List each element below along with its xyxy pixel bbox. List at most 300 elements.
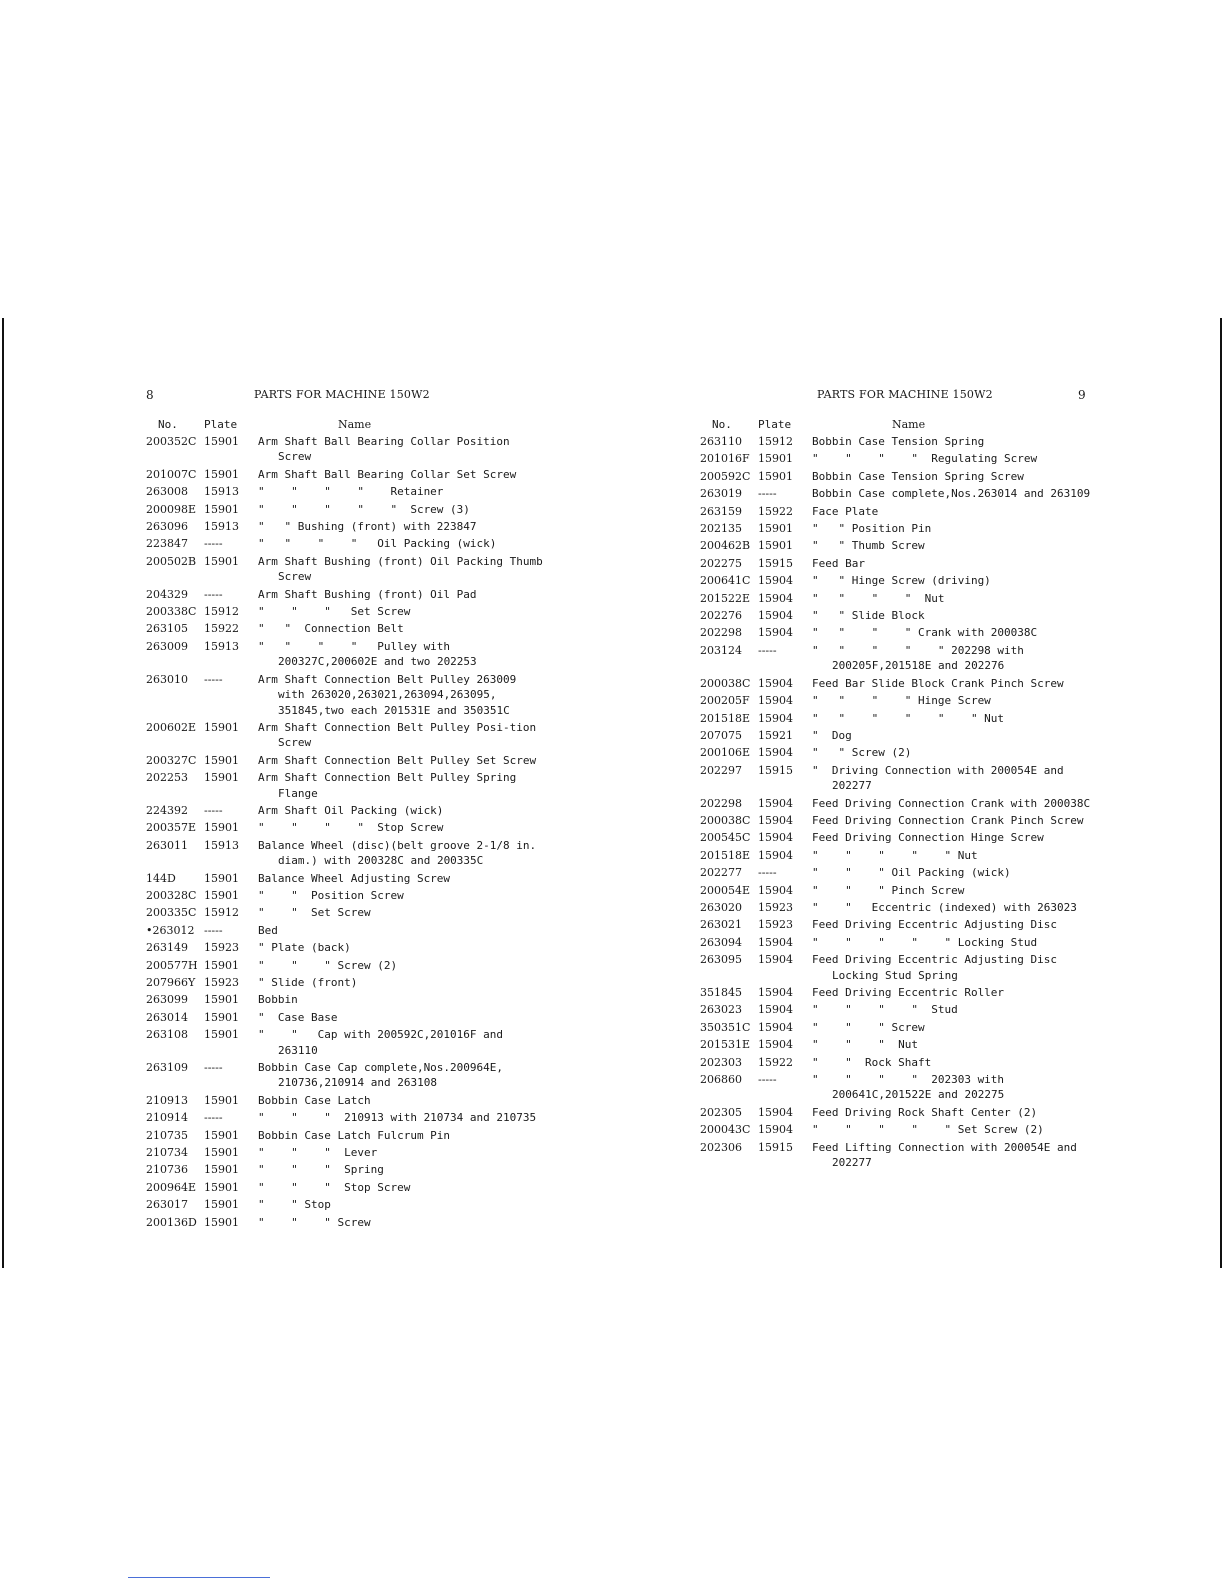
plate-number: 15901 [204,720,239,734]
part-number: 203124 [700,643,742,657]
plate-number: 15904 [758,1003,793,1017]
part-number: 210913 [146,1093,188,1107]
table-row [700,521,1100,536]
table-row [700,486,1100,501]
plate-number: 15904 [758,1123,793,1137]
table-row [146,1162,546,1177]
part-name: " Plate (back) [258,941,351,955]
right-page [700,388,1100,1170]
plate-number: 15901 [204,435,239,448]
plate-number: 15922 [758,504,793,518]
part-number: 200577H [146,958,198,972]
page-header [700,388,1100,408]
plate-number: 15901 [204,554,239,568]
table-row [700,796,1100,811]
table-row [700,556,1100,571]
scan-edge-right [1220,318,1222,1268]
part-number: 263010 [146,672,188,686]
plate-number: 15922 [758,1055,793,1069]
plate-number: 15901 [204,753,239,767]
table-row [700,883,1100,898]
part-number: 223847 [146,537,188,551]
table-row [146,554,550,585]
plate-number: 15901 [204,993,239,1007]
plate-number: 15915 [758,556,793,570]
table-row [146,484,546,499]
part-name: " Case Base [258,1010,338,1024]
bottom-rule [128,1577,270,1578]
part-name: Bobbin Case complete,Nos.263014 and 263109 [812,487,1091,501]
part-number: •263012 [146,923,195,937]
table-row [700,935,1100,950]
plate-number: ----- [758,866,777,880]
plate-number: 15921 [758,728,793,742]
plate-number: 15901 [204,1215,239,1229]
part-number: 202135 [700,522,742,536]
part-number: 263110 [700,435,742,448]
plate-number: 15904 [758,953,793,967]
part-name: " " Cap with 200592C,201016F and 263110 [258,1028,510,1057]
part-name: " " " " Crank with 200038C [812,626,1038,640]
part-name: " " " " Oil Packing (wick) [258,537,497,551]
plate-number: 15904 [758,746,793,760]
plate-number: 15904 [758,986,793,999]
table-row [700,848,1100,863]
part-name: Arm Shaft Oil Packing (wick) [258,803,444,817]
plate-number: 15901 [758,522,793,536]
table-row [700,952,1100,983]
part-name: Feed Bar Slide Block Crank Pinch Screw [812,676,1064,690]
plate-number: 15912 [204,906,239,920]
table-row [700,865,1100,880]
table-row [700,900,1100,915]
plate-number: 15904 [758,848,793,862]
part-number: 144D [146,871,176,885]
part-number: 202275 [700,556,742,570]
part-number: 263014 [146,1010,188,1024]
part-number: 200328C [146,888,197,902]
col-name: Name [892,418,926,431]
part-number: 263094 [700,935,742,949]
parts-list [700,434,1100,1170]
plate-number: 15915 [758,763,793,777]
part-name: " " " " " Locking Stud [812,935,1038,949]
part-name: " " Connection Belt [258,622,404,636]
part-name: " " " " Stud [812,1003,958,1017]
part-number: 263023 [700,1003,742,1017]
page-title: PARTS FOR MACHINE 150W2 [254,388,430,401]
scan-edge-left [2,318,4,1268]
plate-number: 15913 [204,520,239,534]
part-number: 200338C [146,605,197,619]
plate-number: 15901 [204,1198,239,1212]
table-row [700,1122,1100,1137]
plate-number: 15912 [758,435,793,448]
part-name: " " Rock Shaft [812,1055,932,1069]
plate-number: 15904 [758,694,793,708]
table-row [700,1072,1100,1103]
table-row [146,1093,546,1108]
table-row [700,1140,1100,1171]
part-number: 263109 [146,1061,188,1075]
table-row [700,711,1100,726]
part-name: " " " " " Nut [812,848,978,862]
part-name: " " Screw (2) [812,746,912,760]
plate-number: 15901 [204,888,239,902]
part-name: Feed Driving Connection Hinge Screw [812,831,1044,845]
part-name: " " " 210913 with 210734 and 210735 [258,1111,537,1125]
plate-number: 15915 [758,1140,793,1154]
part-number: 202298 [700,796,742,810]
part-name: " " " Lever [258,1146,378,1160]
part-name: Bed [258,923,278,937]
part-number: 200054E [700,883,751,897]
part-number: 200352C [146,435,197,448]
part-number: 200098E [146,502,197,516]
table-row [700,813,1100,828]
table-row [700,830,1100,845]
part-number: 210914 [146,1111,188,1125]
part-number: 263021 [700,918,742,932]
table-row [146,992,546,1007]
part-name: " " " Screw [812,1020,925,1034]
part-number: 202298 [700,626,742,640]
plate-number: 15901 [204,1093,239,1107]
table-row [146,1215,546,1230]
plate-number: ----- [758,643,777,657]
part-name: " " " " 202303 with 200641C,201522E and 202275 [812,1073,1011,1102]
part-number: 263009 [146,639,188,653]
table-row [700,917,1100,932]
table-row [700,1037,1100,1052]
page-number: 9 [1078,388,1086,402]
part-name: " " " " Retainer [258,485,444,499]
part-number: 207075 [700,728,742,742]
table-row [700,504,1100,519]
part-number: 204329 [146,587,188,601]
part-number: 263011 [146,838,188,852]
table-row [146,1197,546,1212]
part-name: " " Bushing (front) with 223847 [258,520,477,534]
table-row [146,838,546,869]
table-row [146,720,546,751]
plate-number: 15922 [204,622,239,636]
table-row [700,538,1100,553]
part-number: 201522E [700,591,751,605]
parts-list [146,434,550,1230]
table-row [146,753,546,768]
plate-number: ----- [204,587,223,601]
table-row [700,434,1100,449]
part-name: Bobbin Case Cap complete,Nos.200964E, 210736,210914 and 263108 [258,1061,510,1090]
part-number: 263159 [700,504,742,518]
table-row [146,770,546,801]
table-row [700,985,1100,1000]
table-row [146,587,546,602]
part-number: 263008 [146,485,188,499]
page-header [146,388,546,408]
table-row [146,871,546,886]
table-row [700,763,1100,794]
table-row [146,1060,546,1091]
part-name: " " " " " Screw (3) [258,502,470,516]
part-name: Arm Shaft Bushing (front) Oil Packing Thumb Screw [258,554,550,584]
part-number: 201518E [700,848,751,862]
plate-number: ----- [204,672,223,686]
part-name: " " " " " Set Screw (2) [812,1123,1044,1137]
table-row [146,467,546,482]
part-name: " " Slide Block [812,609,925,623]
table-row [146,604,546,619]
plate-number: ----- [204,1061,223,1075]
table-row [146,621,546,636]
plate-number: ----- [758,1073,777,1087]
part-name: " " Set Screw [258,906,371,920]
plate-number: ----- [204,803,223,817]
part-name: " " " " Hinge Screw [812,694,991,708]
part-number: 200592C [700,469,751,483]
part-name: Arm Shaft Connection Belt Pulley Set Screw [258,753,537,767]
plate-number: 15904 [758,1038,793,1052]
part-name: Arm Shaft Connection Belt Pulley Spring Flange [258,771,523,800]
table-row [146,639,546,670]
part-number: 200964E [146,1180,197,1194]
plate-number: 15901 [758,539,793,553]
part-name: Arm Shaft Connection Belt Pulley Posi-tion Screw [258,720,543,750]
table-row [700,1002,1100,1017]
table-row [146,519,546,534]
table-row [700,693,1100,708]
part-name: " " " Screw [258,1215,371,1229]
table-row [700,573,1100,588]
part-name: Arm Shaft Ball Bearing Collar Set Screw [258,467,517,481]
table-row [146,905,546,920]
plate-number: 15904 [758,1105,793,1119]
part-name: Face Plate [812,504,879,518]
part-number: 263019 [700,487,742,501]
part-number: 351845 [700,986,742,999]
part-number: 200205F [700,694,750,708]
table-row [700,745,1100,760]
part-number: 201518E [700,711,751,725]
table-row [146,434,546,465]
part-name: " " " " Pulley with 200327C,200602E and two 202253 [258,639,477,669]
plate-number: 15901 [204,502,239,516]
table-row [146,1027,546,1058]
table-row [146,1180,546,1195]
part-name: " " Hinge Screw (driving) [812,574,991,588]
part-name: Feed Driving Rock Shaft Center (2) [812,1105,1038,1119]
part-name: " " " " Regulating Screw [812,452,1038,466]
table-row [146,923,546,938]
part-number: 200327C [146,753,197,767]
table-row [700,1020,1100,1035]
part-number: 200136D [146,1215,197,1229]
table-row [146,1010,546,1025]
plate-number: 15901 [204,871,239,885]
plate-number: 15904 [758,676,793,690]
part-number: 263095 [700,953,742,967]
plate-number: 15923 [758,918,793,932]
table-row [146,803,546,818]
page-number: 8 [146,388,154,402]
part-name: " Slide (front) [258,976,358,989]
plate-number: ----- [204,537,223,551]
part-name: Bobbin Case Tension Spring Screw [812,469,1024,483]
part-number: 263105 [146,622,188,636]
part-name: " " " " Nut [812,591,945,605]
part-name: Balance Wheel Adjusting Screw [258,871,451,885]
part-name: " " " Stop Screw [258,1180,411,1194]
part-number: 200335C [146,906,197,920]
table-row [700,728,1100,743]
part-number: 224392 [146,803,188,817]
part-number: 200602E [146,720,197,734]
table-row [146,888,546,903]
col-no: No. [712,418,732,431]
part-number: 210736 [146,1163,188,1177]
part-name: Feed Lifting Connection with 200054E and 202277 [812,1140,1084,1170]
plate-number: 15904 [758,574,793,588]
table-row [146,1145,546,1160]
part-name: Feed Bar [812,556,865,570]
part-number: 206860 [700,1073,742,1087]
part-number: 200106E [700,746,751,760]
part-number: 263096 [146,520,188,534]
table-row [146,1110,546,1125]
table-row [146,502,546,517]
table-row [700,625,1100,640]
part-number: 200641C [700,574,751,588]
plate-number: ----- [758,487,777,501]
plate-number: 15901 [204,1028,239,1042]
table-row [146,958,546,973]
plate-number: 15901 [758,469,793,483]
table-row [700,676,1100,691]
part-number: 202306 [700,1140,742,1154]
part-number: 201007C [146,467,197,481]
plate-number: 15913 [204,485,239,499]
part-name: " " " Screw (2) [258,958,398,972]
page-title: PARTS FOR MACHINE 150W2 [817,388,993,401]
part-number: 201016F [700,452,750,466]
plate-number: 15912 [204,605,239,619]
part-name: " " Eccentric (indexed) with 263023 [812,900,1077,914]
column-headers [146,418,546,434]
plate-number: 15904 [758,796,793,810]
plate-number: 15901 [204,467,239,481]
table-row [146,975,546,990]
part-number: 200043C [700,1123,751,1137]
plate-number: 15904 [758,813,793,827]
part-number: 202297 [700,763,742,777]
part-number: 202305 [700,1105,742,1119]
table-row [146,536,546,551]
col-name: Name [338,418,372,431]
plate-number: 15904 [758,591,793,605]
table-row [700,451,1100,466]
plate-number: 15904 [758,883,793,897]
table-row [146,940,546,955]
part-name: " " " " " " Nut [812,711,1005,725]
part-number: 263020 [700,900,742,914]
part-name: " " " Pinch Screw [812,883,965,897]
column-headers [700,418,1100,434]
part-name: Feed Driving Connection Crank with 200038C [812,796,1091,810]
col-plate: Plate [758,418,792,431]
part-number: 210734 [146,1146,188,1160]
part-name: Feed Driving Eccentric Adjusting Disc [812,918,1058,932]
part-name: Arm Shaft Connection Belt Pulley 263009 with 263020,263021,263094,263095, 351845,two each 201531E and 350351C [258,672,523,717]
plate-number: 15901 [758,452,793,466]
plate-number: 15923 [204,976,239,989]
part-name: " " " " Stop Screw [258,821,444,835]
plate-number: 15904 [758,609,793,623]
part-name: " " " Set Screw [258,605,411,619]
part-name: " " " Spring [258,1163,384,1177]
part-number: 200038C [700,813,751,827]
part-number: 263017 [146,1198,188,1212]
part-number: 207966Y [146,976,196,989]
plate-number: 15901 [204,1163,239,1177]
plate-number: 15901 [204,771,239,785]
part-name: Arm Shaft Ball Bearing Collar Position Screw [258,435,517,464]
part-number: 202253 [146,771,188,785]
col-plate: Plate [204,418,238,431]
table-row [146,672,546,718]
part-name: Bobbin Case Latch [258,1093,371,1107]
part-name: Feed Driving Eccentric Roller [812,986,1005,999]
table-row [700,643,1100,674]
part-name: Feed Driving Connection Crank Pinch Screw [812,813,1084,827]
part-number: 200462B [700,539,751,553]
part-name: " " Stop [258,1198,331,1212]
left-page [146,388,550,1230]
part-number: 201531E [700,1038,751,1052]
table-row [700,591,1100,606]
col-no: No. [158,418,178,431]
part-name: Bobbin Case Tension Spring [812,435,985,448]
part-number: 210735 [146,1128,188,1142]
table-row [700,469,1100,484]
part-number: 200357E [146,821,197,835]
part-number: 263108 [146,1028,188,1042]
plate-number: ----- [204,923,223,937]
part-name: Arm Shaft Bushing (front) Oil Pad [258,587,477,601]
part-name: " " " Oil Packing (wick) [812,866,1011,880]
part-number: 263099 [146,993,188,1007]
part-number: 263149 [146,941,188,955]
plate-number: 15904 [758,831,793,845]
part-name: Bobbin [258,993,298,1007]
table-row [700,608,1100,623]
plate-number: 15923 [204,941,239,955]
part-name: Bobbin Case Latch Fulcrum Pin [258,1128,451,1142]
plate-number: 15904 [758,711,793,725]
plate-number: 15901 [204,821,239,835]
plate-number: 15901 [204,1180,239,1194]
part-name: " Driving Connection with 200054E and 202277 [812,763,1071,793]
plate-number: 15901 [204,958,239,972]
part-name: " Dog [812,728,852,742]
plate-number: 15901 [204,1128,239,1142]
plate-number: 15901 [204,1010,239,1024]
part-number: 200502B [146,554,197,568]
part-name: " " " " " 202298 with 200205F,201518E and 202276 [812,643,1031,673]
plate-number: 15913 [204,639,239,653]
plate-number: 15904 [758,935,793,949]
part-name: " " Position Screw [258,888,404,902]
